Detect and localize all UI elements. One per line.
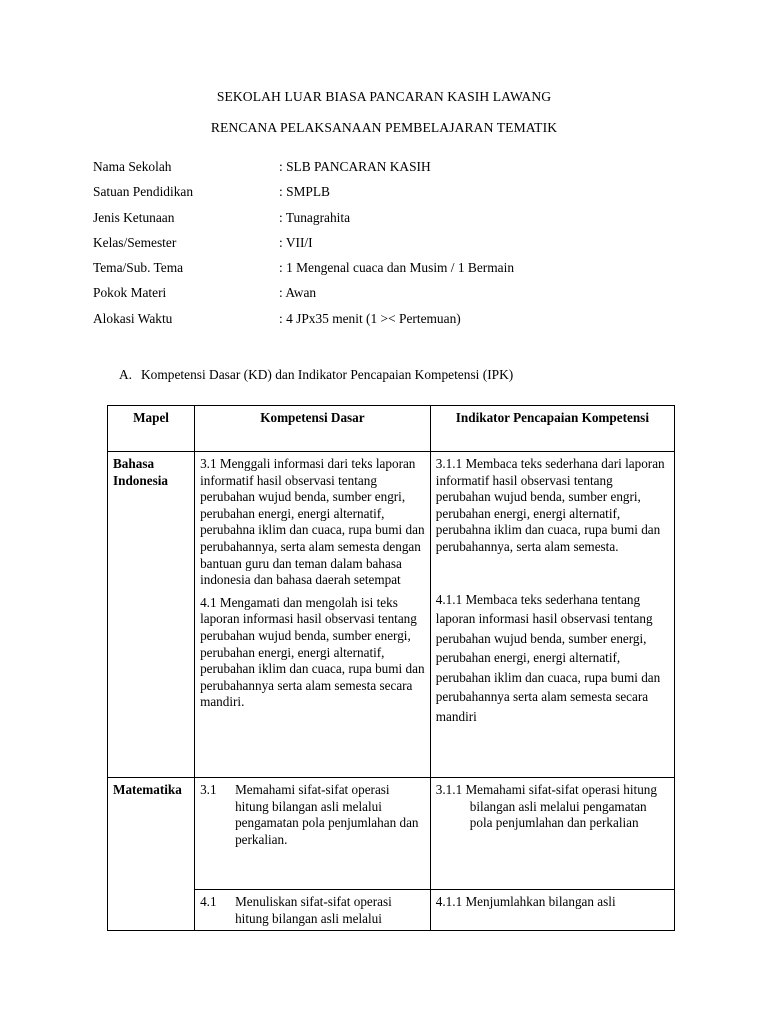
kd-item (200, 894, 425, 927)
table-row (108, 452, 675, 778)
identity-value: : Tunagrahita (279, 209, 351, 225)
mapel-bahasa-indonesia: Bahasa Indonesia (108, 452, 195, 778)
identity-value: : VII/I (279, 234, 313, 250)
header-mapel: Mapel (108, 406, 195, 452)
identity-label: Alokasi Waktu (93, 310, 173, 326)
identity-label: Pokok Materi (93, 285, 167, 301)
identity-value: : Awan (279, 285, 317, 301)
kd-item: 4.1 Mengamati dan mengolah isi teks laporan informasi hasil observasi tentang perubahan wujud benda, sumber energi, perubahan energi, energi alternatif, perubahan iklim dan cuaca, rupa bumi dan perubahannya serta alam semesta secara mandiri. (200, 594, 425, 710)
section-letter: A. (119, 367, 133, 382)
identity-value: : 1 Mengenal cuaca dan Musim / 1 Bermain (279, 260, 515, 276)
ipk-item: 3.1.1 Memahami sifat-sifat operasi hitung bilangan asli melalui pengamatan pola penjumlahan dan perkalian (435, 782, 657, 831)
document-title: RENCANA PELAKSANAAN PEMBELAJARAN TEMATIK (210, 120, 558, 135)
identity-value: : SLB PANCARAN KASIH (279, 159, 431, 174)
kd-cell (195, 890, 431, 931)
ipk-cell (430, 890, 674, 931)
identity-value: : SMPLB (279, 184, 330, 200)
identity-label: Nama Sekolah (93, 159, 172, 174)
identity-label: Tema/Sub. Tema (93, 260, 184, 276)
identity-label: Jenis Ketunaan (93, 209, 175, 225)
kd-number: 4.1 (200, 894, 217, 909)
ipk-item: 3.1.1 Membaca teks sederhana dari laporan informatif hasil observasi tentang perubahan wujud benda, sumber engri, perubahan energi, energi alternatif, perubahna iklim dan cuaca, rupa bumi dan perubahannya, serta alam semesta. (435, 456, 665, 554)
table-header-row (108, 406, 675, 452)
identity-value: : 4 JPx35 menit (1 >< Pertemuan) (279, 310, 461, 326)
kd-item: 3.1 Menggali informasi dari teks laporan informatif hasil observasi tentang perubahan wujud benda, sumber engri, perubahan energi, energi alternatif, perubahna iklim dan cuaca, rupa bumi dan perubahannya, serta alam semesta dengan bantuan guru dan teman dalam bahasa indonesia dan bahasa daerah setempat (200, 456, 425, 588)
ipk-item: 4.1.1 Membaca teks sederhana tentang laporan informasi hasil observasi tentang perubahan wujud benda, sumber energi, perubahan energi, energi alternatif, perubahan iklim dan cuaca, rupa bumi dan perubahannya serta alam semesta secara mandiri (435, 591, 661, 724)
identity-label: Satuan Pendidikan (93, 184, 194, 200)
ipk-cell (430, 452, 674, 778)
header-indikator: Indikator Pencapaian Kompetensi (430, 406, 674, 452)
kd-text: Menuliskan sifat-sifat operasi hitung bilangan asli melalui (235, 894, 392, 926)
mapel-matematika: Matematika (108, 778, 195, 931)
kd-cell (195, 778, 431, 890)
kd-item (200, 782, 425, 848)
kd-text: Memahami sifat-sifat operasi hitung bilangan asli melalui pengamatan pola penjumlahan dan perkalian. (235, 782, 419, 847)
identity-label: Kelas/Semester (93, 234, 177, 250)
ipk-item: 4.1.1 Menjumlahkan bilangan asli (435, 894, 616, 909)
kd-number: 3.1 (200, 782, 217, 797)
competency-table (107, 405, 675, 931)
table-row (108, 778, 675, 890)
school-title: SEKOLAH LUAR BIASA PANCARAN KASIH LAWANG (216, 89, 552, 104)
ipk-cell (430, 778, 674, 890)
header-kompetensi-dasar: Kompetensi Dasar (195, 406, 431, 452)
section-title: Kompetensi Dasar (KD) dan Indikator Pencapaian Kompetensi (IPK) (141, 367, 514, 382)
kd-cell (195, 452, 431, 778)
section-a-heading (119, 367, 513, 383)
